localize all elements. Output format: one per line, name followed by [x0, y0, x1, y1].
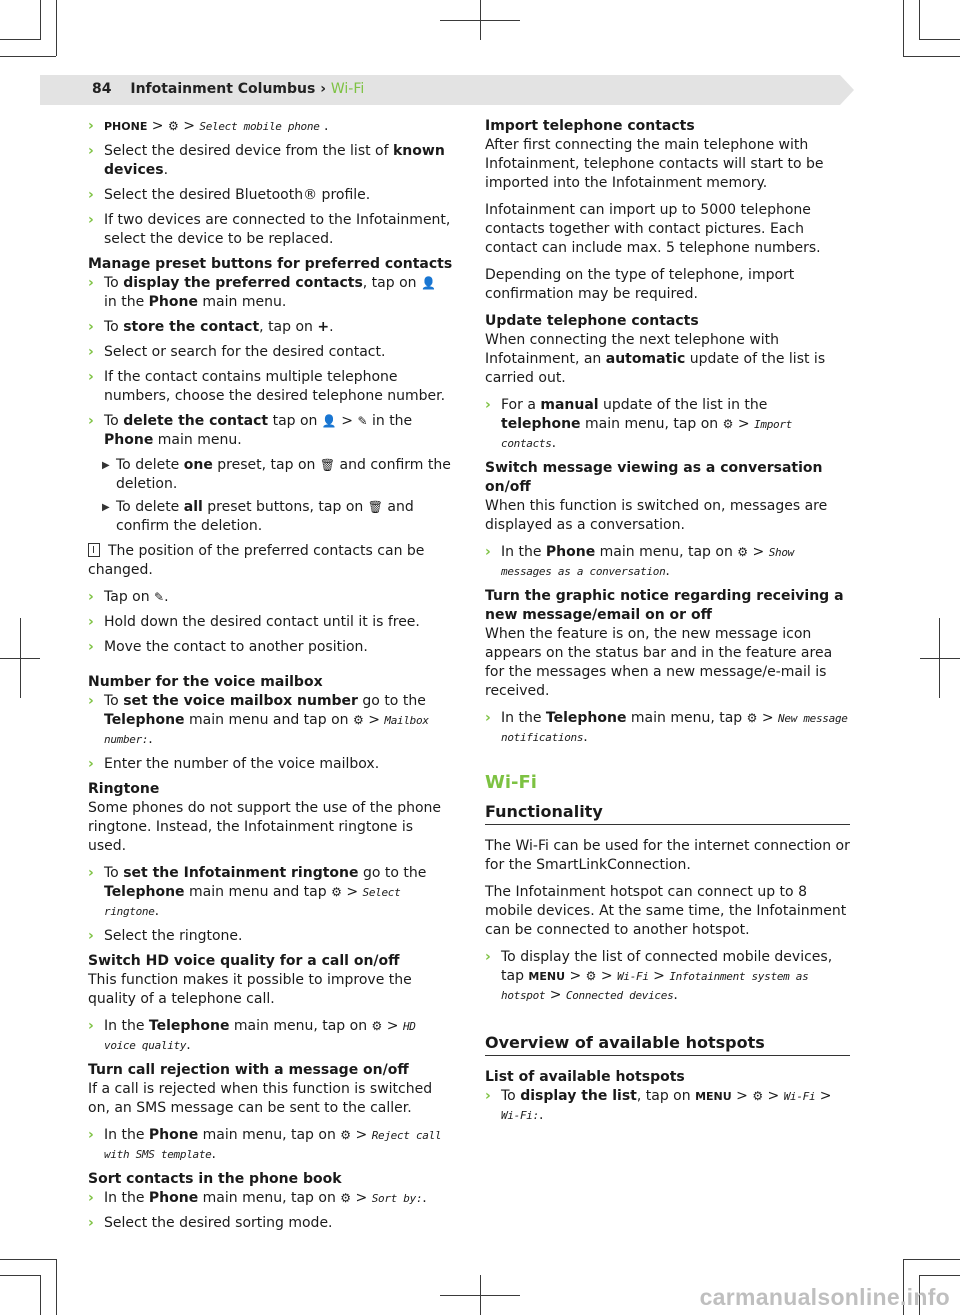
step	[88, 927, 453, 946]
step-text: and confirm the deletion.	[116, 499, 414, 534]
step-text: , tap on	[259, 319, 318, 335]
step	[485, 948, 850, 1005]
crop-mark	[56, 0, 57, 56]
arrow-separator: >	[819, 1088, 832, 1104]
step-text: Tap on	[104, 589, 155, 605]
crop-mark	[903, 0, 904, 56]
emphasis: Phone	[148, 1190, 199, 1206]
step	[88, 142, 453, 180]
note	[88, 542, 453, 580]
emphasis: set the Infotainment ringtone	[123, 865, 359, 881]
subheading: Switch message viewing as a conversation on/off	[485, 460, 823, 495]
crop-mark	[920, 1275, 960, 1276]
trash-all-icon: 🗑	[367, 500, 383, 514]
step	[88, 692, 453, 749]
step-text: tap on	[268, 413, 322, 429]
step	[88, 343, 453, 362]
menu-path: Wi-Fi	[617, 970, 649, 983]
triangle-bullet-icon: ▶	[102, 460, 110, 471]
step-text: In the	[104, 1190, 149, 1206]
step-text: main menu.	[153, 432, 242, 448]
step	[485, 1087, 850, 1125]
subheading: List of available hotspots	[485, 1069, 685, 1085]
settings-icon: ⚙	[352, 713, 364, 727]
step-text: To	[104, 275, 124, 291]
menu-path: Wi-Fi:	[501, 1109, 539, 1122]
arrow-separator: >	[368, 712, 380, 728]
crop-mark	[903, 1259, 960, 1260]
menu-path: Wi-Fi	[783, 1090, 816, 1103]
step-chevron: ›	[88, 928, 94, 944]
substep	[88, 456, 453, 494]
step-text: To display the list of connected mobile devices, tap	[501, 949, 833, 984]
paragraph: If a call is rejected when this function is switched on, an SMS message can be sent to the caller.	[88, 1081, 433, 1116]
step-text: In the	[501, 710, 546, 726]
step	[88, 186, 453, 205]
emphasis: set the voice mailbox number	[123, 693, 358, 709]
menu-path: Select ringtone	[104, 886, 401, 918]
section-title-wifi: Wi-Fi	[485, 772, 537, 793]
punctuation: .	[422, 1190, 427, 1206]
punctuation: .	[551, 435, 557, 451]
step	[485, 543, 850, 581]
settings-icon: ⚙	[746, 711, 758, 725]
paragraph: When the feature is on, the new message icon appears on the status bar and in the feature area for the messages when a new message/e-mail is received.	[485, 626, 833, 699]
emphasis: Phone	[104, 432, 154, 448]
crop-mark	[939, 618, 940, 698]
step-chevron: ›	[88, 275, 94, 291]
step	[88, 755, 453, 774]
step-text: main menu, tap on	[198, 1127, 341, 1143]
paragraph	[485, 331, 850, 388]
step	[485, 396, 850, 453]
subheading: Turn the graphic notice regarding receiving a new message/email on or off	[485, 588, 844, 623]
settings-icon: ⚙	[340, 1191, 352, 1205]
emphasis: display the preferred contacts	[123, 275, 363, 291]
section-heading-overview: Overview of available hotspots	[485, 1033, 850, 1056]
crop-mark	[0, 56, 56, 57]
step-text: update of the list in the	[598, 397, 768, 413]
step-chevron: ›	[88, 1018, 94, 1034]
paragraph: The Infotainment hotspot can connect up to 8 mobile devices. At the same time, the Infotainment can be connected to another hotspot.	[485, 884, 847, 938]
step	[88, 412, 453, 450]
arrow-separator: >	[569, 968, 582, 984]
settings-icon: ⚙	[340, 1128, 352, 1142]
step-text: Select the desired Bluetooth® profile.	[104, 187, 371, 203]
step-text: Select the ringtone.	[104, 928, 243, 944]
step-chevron: ›	[88, 212, 94, 228]
arrow-separator: >	[737, 416, 750, 432]
step-text: To delete	[116, 499, 184, 515]
subheading: Manage preset buttons for preferred contacts	[88, 256, 453, 272]
step-text: To	[104, 693, 124, 709]
settings-icon: ⚙	[585, 969, 597, 983]
watermark: carmanualsonline.info	[699, 1284, 950, 1310]
page-number: 84	[92, 81, 112, 97]
arrow-separator: >	[767, 1088, 780, 1104]
crop-mark	[0, 39, 40, 40]
step-text: To	[104, 865, 124, 881]
emphasis: Phone	[148, 294, 198, 310]
running-header	[92, 81, 364, 97]
arrow-separator: >	[386, 1018, 399, 1034]
step	[88, 638, 453, 657]
step	[88, 117, 453, 136]
step-text: .	[163, 162, 169, 178]
phone-key: PHONE	[104, 120, 148, 133]
punctuation: .	[673, 987, 678, 1003]
step-text: main menu and tap on	[184, 712, 353, 728]
menu-path: Sort by:	[371, 1192, 423, 1205]
step-chevron: ›	[88, 118, 94, 134]
punctuation: .	[538, 1107, 544, 1123]
step-text: To	[104, 413, 124, 429]
settings-icon: ⚙	[722, 417, 734, 431]
step	[88, 211, 453, 249]
settings-icon: ⚙	[167, 119, 179, 133]
step	[88, 1214, 453, 1233]
arrow-separator: >	[653, 968, 665, 984]
crop-mark	[480, 1275, 481, 1315]
step-chevron: ›	[88, 1215, 94, 1231]
emphasis: Telephone	[104, 884, 185, 900]
arrow-separator: >	[736, 1088, 748, 1104]
triangle-bullet-icon: ▶	[102, 502, 110, 513]
step-chevron: ›	[485, 544, 491, 560]
header-separator: ›	[320, 81, 326, 97]
step-text: , tap on	[362, 275, 421, 291]
settings-icon: ⚙	[737, 545, 749, 559]
menu-key: MENU	[528, 970, 566, 983]
subheading: Ringtone	[88, 781, 160, 797]
step-chevron: ›	[88, 187, 94, 203]
step-chevron: ›	[88, 319, 94, 335]
emphasis: known devices	[104, 143, 445, 178]
step-text: To	[501, 1088, 521, 1104]
crop-mark	[40, 0, 41, 40]
step	[88, 1017, 453, 1055]
step-text: If the contact contains multiple telephone numbers, choose the desired telephone number.	[104, 369, 446, 404]
settings-icon: ⚙	[331, 885, 342, 899]
header-subsection: Wi-Fi	[330, 81, 365, 97]
info-note-icon	[88, 543, 100, 557]
subheading: Number for the voice mailbox	[88, 674, 323, 690]
step-chevron: ›	[88, 865, 94, 881]
step-chevron: ›	[88, 614, 94, 630]
arrow-separator: >	[346, 884, 359, 900]
step-chevron: ›	[485, 710, 491, 726]
paragraph: Infotainment can import up to 5000 telephone contacts together with contact pictures. Each contact can include max. 5 telephone numbers.	[485, 202, 821, 256]
menu-path: HD voice quality	[104, 1020, 416, 1052]
punctuation: .	[323, 118, 329, 134]
step	[88, 588, 453, 607]
step-text: Move the contact to another position.	[104, 639, 368, 655]
menu-path: Reject call with SMS template	[104, 1129, 442, 1161]
menu-path: New message notifications	[501, 712, 848, 744]
emphasis: automatic	[605, 351, 686, 367]
crop-mark	[20, 618, 21, 698]
step-chevron: ›	[88, 143, 94, 159]
subheading: Update telephone contacts	[485, 313, 699, 329]
section-heading-functionality: Functionality	[485, 802, 850, 825]
step-chevron: ›	[88, 639, 94, 655]
step-chevron: ›	[88, 1127, 94, 1143]
crop-mark	[480, 0, 481, 40]
menu-path: Show messages as a conversation	[501, 546, 794, 578]
step-chevron: ›	[485, 949, 491, 965]
substep	[88, 498, 453, 536]
step-text: main menu, tap	[626, 710, 747, 726]
step-text: main menu, tap on	[229, 1018, 372, 1034]
step-text: go to the	[358, 865, 427, 881]
step	[88, 368, 453, 406]
step	[485, 709, 850, 747]
step-text: main menu and tap	[184, 884, 332, 900]
emphasis: Phone	[545, 544, 596, 560]
pencil-icon: ✎	[154, 590, 165, 604]
crop-mark	[0, 1275, 40, 1276]
crop-mark	[920, 658, 960, 659]
arrow-separator: >	[183, 118, 195, 134]
punctuation: .	[154, 903, 160, 919]
subheading: Sort contacts in the phone book	[88, 1171, 342, 1187]
menu-path: Mailbox number:	[104, 714, 429, 746]
step-chevron: ›	[485, 1088, 491, 1104]
arrow-separator: >	[752, 544, 765, 560]
paragraph-text: When connecting the next telephone with Infotainment, an	[485, 332, 780, 367]
note-text: The position of the preferred contacts can be changed.	[88, 543, 425, 578]
crop-mark	[903, 56, 960, 57]
step	[88, 1189, 453, 1208]
emphasis: display the list	[520, 1088, 637, 1104]
menu-path: Import contacts	[501, 418, 792, 450]
crop-mark	[0, 1259, 56, 1260]
step-text: Select the desired sorting mode.	[104, 1215, 333, 1231]
emphasis: one	[183, 457, 213, 473]
step-chevron: ›	[88, 693, 94, 709]
paragraph: Depending on the type of telephone, import confirmation may be required.	[485, 267, 795, 302]
step-text: preset buttons, tap on	[202, 499, 368, 515]
contact-icon: 👤	[321, 414, 337, 428]
step	[88, 1126, 453, 1164]
step-text: To delete	[116, 457, 184, 473]
punctuation: .	[665, 563, 670, 579]
emphasis: Telephone	[148, 1018, 230, 1034]
arrow-separator: >	[355, 1190, 368, 1206]
step-chevron: ›	[88, 413, 94, 429]
step-text: Select the desired device from the list of	[104, 143, 393, 159]
settings-icon: ⚙	[752, 1089, 764, 1103]
header-section: Infotainment Columbus	[130, 81, 316, 97]
arrow-separator: >	[549, 987, 562, 1003]
step-text: and confirm the deletion.	[116, 457, 451, 492]
arrow-separator: >	[355, 1127, 368, 1143]
arrow-separator: >	[600, 968, 613, 984]
step	[88, 318, 453, 337]
pencil-icon: ✎	[357, 414, 368, 428]
right-column	[485, 117, 850, 1131]
step-text: preset, tap on	[212, 457, 320, 473]
step-text: Enter the number of the voice mailbox.	[104, 756, 380, 772]
step-text: go to the	[357, 693, 426, 709]
crop-mark	[56, 1259, 57, 1315]
menu-path: Connected devices	[565, 989, 674, 1002]
emphasis: Telephone	[545, 710, 627, 726]
subheading: Turn call rejection with a message on/off	[88, 1062, 409, 1078]
punctuation: .	[211, 1146, 216, 1162]
punctuation: .	[583, 729, 588, 745]
emphasis: store the contact	[123, 319, 260, 335]
step-chevron: ›	[88, 589, 94, 605]
menu-path: Infotainment system as hotspot	[501, 970, 809, 1002]
step-chevron: ›	[88, 369, 94, 385]
step-chevron: ›	[88, 344, 94, 360]
step-text: If two devices are connected to the Infotainment, select the device to be replaced.	[104, 212, 451, 247]
crop-mark	[920, 39, 960, 40]
emphasis: delete the contact	[123, 413, 269, 429]
paragraph: The Wi-Fi can be used for the internet connection or for the SmartLinkConnection.	[485, 838, 850, 873]
step-text: In the	[104, 1127, 149, 1143]
menu-key: MENU	[695, 1090, 732, 1103]
paragraph: This function makes it possible to improve the quality of a telephone call.	[88, 972, 412, 1007]
emphasis: manual	[540, 397, 599, 413]
header-arrow	[840, 75, 854, 105]
crop-mark	[919, 0, 920, 40]
step	[88, 613, 453, 632]
step-chevron: ›	[88, 756, 94, 772]
step-text: main menu, tap on	[595, 544, 738, 560]
step-text: In the	[501, 544, 546, 560]
emphasis: Telephone	[104, 712, 185, 728]
step-text: .	[164, 589, 169, 605]
left-column	[88, 117, 453, 1239]
step-text: For a	[501, 397, 541, 413]
punctuation: .	[148, 731, 153, 747]
arrow-separator: >	[341, 413, 354, 429]
contact-icon: 👤	[420, 276, 436, 290]
plus-icon: +	[317, 319, 330, 335]
step-text: Select or search for the desired contact.	[104, 344, 386, 360]
step-text: main menu.	[197, 294, 287, 310]
emphasis: Phone	[148, 1127, 199, 1143]
step-chevron: ›	[485, 397, 491, 413]
paragraph: When this function is switched on, messages are displayed as a conversation.	[485, 498, 828, 533]
emphasis: all	[183, 499, 203, 515]
step-text: in the	[367, 413, 413, 429]
crop-mark	[40, 1275, 41, 1315]
step	[88, 864, 453, 921]
punctuation: .	[186, 1037, 191, 1053]
step-text: In the	[104, 1018, 149, 1034]
step-text: Hold down the desired contact until it is free.	[104, 614, 420, 630]
paragraph: After first connecting the main telephone with Infotainment, telephone contacts will start to be imported into the Infotainment memory.	[485, 137, 824, 191]
step-text: in the	[104, 294, 149, 310]
step-text: To	[104, 319, 124, 335]
step	[88, 274, 453, 312]
settings-icon: ⚙	[371, 1019, 383, 1033]
paragraph: Some phones do not support the use of the phone ringtone. Instead, the Infotainment ringtone is used.	[88, 800, 442, 854]
subheading: Switch HD voice quality for a call on/off	[88, 953, 400, 969]
arrow-separator: >	[761, 710, 774, 726]
emphasis: telephone	[501, 416, 581, 432]
trash-icon: 🗑	[319, 458, 336, 472]
step-text: main menu, tap on	[198, 1190, 341, 1206]
step-chevron: ›	[88, 1190, 94, 1206]
step-text: main menu, tap on	[580, 416, 723, 432]
step-text: , tap on	[636, 1088, 696, 1104]
menu-path: Select mobile phone	[199, 120, 320, 133]
arrow-separator: >	[151, 118, 164, 134]
paragraph-text: update of the list is carried out.	[485, 351, 826, 386]
step-text: .	[329, 319, 334, 335]
subheading: Import telephone contacts	[485, 118, 695, 134]
